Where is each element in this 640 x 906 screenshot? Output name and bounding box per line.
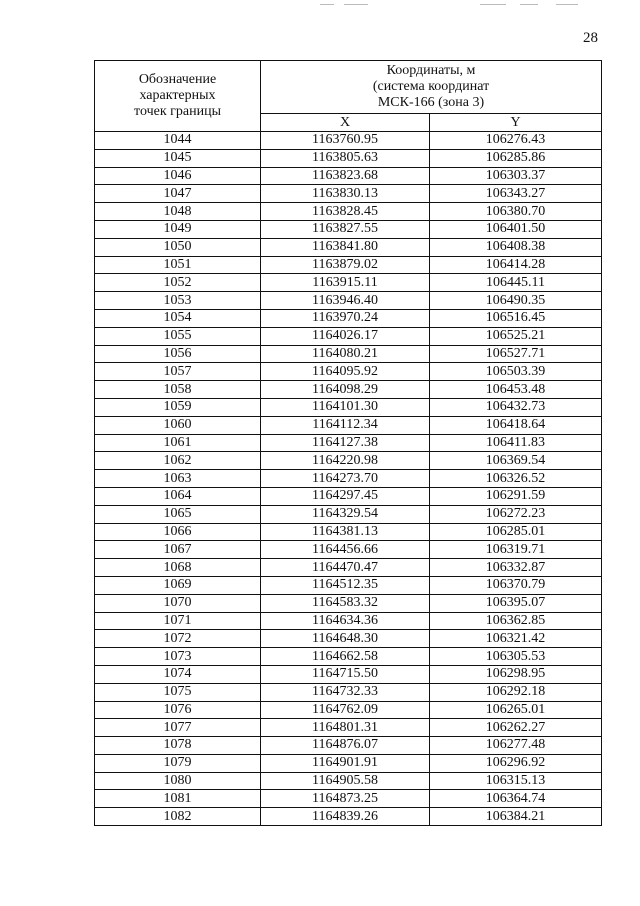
y-coordinate-cell: 106265.01 xyxy=(430,701,602,719)
table-row xyxy=(95,505,602,523)
y-column-header: Y xyxy=(430,114,602,132)
table-row xyxy=(95,541,602,559)
point-id-cell: 1076 xyxy=(95,701,261,719)
point-id-cell: 1066 xyxy=(95,523,261,541)
x-coordinate-cell: 1164220.98 xyxy=(261,452,430,470)
x-coordinate-cell: 1164801.31 xyxy=(261,719,430,737)
point-id-cell: 1054 xyxy=(95,309,261,327)
x-coordinate-cell: 1164297.45 xyxy=(261,487,430,505)
table-row xyxy=(95,808,602,826)
x-coordinate-cell: 1163915.11 xyxy=(261,274,430,292)
point-id-cell: 1080 xyxy=(95,772,261,790)
x-coordinate-cell: 1164839.26 xyxy=(261,808,430,826)
table-row xyxy=(95,701,602,719)
y-coordinate-cell: 106418.64 xyxy=(430,416,602,434)
coordinates-header xyxy=(261,61,602,114)
y-coordinate-cell: 106296.92 xyxy=(430,754,602,772)
y-coordinate-cell: 106369.54 xyxy=(430,452,602,470)
table-row xyxy=(95,772,602,790)
table-row xyxy=(95,381,602,399)
y-coordinate-cell: 106326.52 xyxy=(430,470,602,488)
y-coordinate-cell: 106285.01 xyxy=(430,523,602,541)
table-row xyxy=(95,559,602,577)
page-number: 28 xyxy=(583,30,598,46)
scan-artifact-line xyxy=(320,4,334,5)
x-coordinate-cell: 1164905.58 xyxy=(261,772,430,790)
y-coordinate-cell: 106272.23 xyxy=(430,505,602,523)
x-coordinate-cell: 1163970.24 xyxy=(261,309,430,327)
point-id-cell: 1068 xyxy=(95,559,261,577)
point-id-cell: 1075 xyxy=(95,683,261,701)
header-line: характерных xyxy=(139,88,216,103)
y-coordinate-cell: 106303.37 xyxy=(430,167,602,185)
y-coordinate-cell: 106276.43 xyxy=(430,132,602,150)
x-coordinate-cell: 1163879.02 xyxy=(261,256,430,274)
point-id-cell: 1062 xyxy=(95,452,261,470)
point-id-cell: 1069 xyxy=(95,576,261,594)
y-coordinate-cell: 106319.71 xyxy=(430,541,602,559)
x-coordinate-cell: 1164901.91 xyxy=(261,754,430,772)
x-coordinate-cell: 1164634.36 xyxy=(261,612,430,630)
point-id-cell: 1063 xyxy=(95,470,261,488)
point-id-cell: 1049 xyxy=(95,220,261,238)
scan-artifact-line xyxy=(480,4,506,5)
table-row xyxy=(95,487,602,505)
table-row xyxy=(95,327,602,345)
table-row xyxy=(95,345,602,363)
y-coordinate-cell: 106343.27 xyxy=(430,185,602,203)
y-coordinate-cell: 106315.13 xyxy=(430,772,602,790)
y-coordinate-cell: 106401.50 xyxy=(430,220,602,238)
y-coordinate-cell: 106364.74 xyxy=(430,790,602,808)
scan-artifact-line xyxy=(556,4,578,5)
x-coordinate-cell: 1163823.68 xyxy=(261,167,430,185)
point-id-cell: 1056 xyxy=(95,345,261,363)
y-coordinate-cell: 106490.35 xyxy=(430,292,602,310)
y-coordinate-cell: 106321.42 xyxy=(430,630,602,648)
y-coordinate-cell: 106380.70 xyxy=(430,203,602,221)
point-id-cell: 1057 xyxy=(95,363,261,381)
point-id-cell: 1070 xyxy=(95,594,261,612)
table-row xyxy=(95,683,602,701)
y-coordinate-cell: 106503.39 xyxy=(430,363,602,381)
x-coordinate-cell: 1164127.38 xyxy=(261,434,430,452)
y-coordinate-cell: 106414.28 xyxy=(430,256,602,274)
table-row xyxy=(95,754,602,772)
x-coordinate-cell: 1164456.66 xyxy=(261,541,430,559)
y-coordinate-cell: 106285.86 xyxy=(430,149,602,167)
y-coordinate-cell: 106277.48 xyxy=(430,737,602,755)
x-coordinate-cell: 1164112.34 xyxy=(261,416,430,434)
y-coordinate-cell: 106411.83 xyxy=(430,434,602,452)
table-row xyxy=(95,665,602,683)
table-row xyxy=(95,416,602,434)
y-coordinate-cell: 106305.53 xyxy=(430,648,602,666)
header-line: точек границы xyxy=(134,104,221,119)
point-id-cell: 1059 xyxy=(95,398,261,416)
y-coordinate-cell: 106525.21 xyxy=(430,327,602,345)
x-coordinate-cell: 1164098.29 xyxy=(261,381,430,399)
table-row xyxy=(95,274,602,292)
x-coordinate-cell: 1164273.70 xyxy=(261,470,430,488)
x-coordinate-cell: 1164715.50 xyxy=(261,665,430,683)
x-coordinate-cell: 1164101.30 xyxy=(261,398,430,416)
table-row xyxy=(95,648,602,666)
point-id-cell: 1060 xyxy=(95,416,261,434)
table-row xyxy=(95,256,602,274)
point-id-cell: 1046 xyxy=(95,167,261,185)
point-id-cell: 1045 xyxy=(95,149,261,167)
x-coordinate-cell: 1164470.47 xyxy=(261,559,430,577)
point-id-cell: 1071 xyxy=(95,612,261,630)
x-coordinate-cell: 1163946.40 xyxy=(261,292,430,310)
point-id-cell: 1052 xyxy=(95,274,261,292)
table-row xyxy=(95,292,602,310)
table-row xyxy=(95,594,602,612)
x-coordinate-cell: 1164648.30 xyxy=(261,630,430,648)
point-designation-header xyxy=(95,61,261,132)
point-id-cell: 1053 xyxy=(95,292,261,310)
point-id-cell: 1047 xyxy=(95,185,261,203)
table-row xyxy=(95,238,602,256)
header-line: (система координат xyxy=(372,79,490,94)
point-id-cell: 1067 xyxy=(95,541,261,559)
table-row xyxy=(95,790,602,808)
x-coordinate-cell: 1164512.35 xyxy=(261,576,430,594)
header-line: МСК-166 (зона 3) xyxy=(377,95,485,110)
table-row xyxy=(95,167,602,185)
x-coordinate-cell: 1164095.92 xyxy=(261,363,430,381)
table-row xyxy=(95,470,602,488)
table-row xyxy=(95,220,602,238)
y-coordinate-cell: 106332.87 xyxy=(430,559,602,577)
scan-artifact-line xyxy=(344,4,368,5)
x-coordinate-cell: 1163828.45 xyxy=(261,203,430,221)
x-coordinate-cell: 1164762.09 xyxy=(261,701,430,719)
y-coordinate-cell: 106291.59 xyxy=(430,487,602,505)
y-coordinate-cell: 106395.07 xyxy=(430,594,602,612)
point-id-cell: 1078 xyxy=(95,737,261,755)
x-coordinate-cell: 1164583.32 xyxy=(261,594,430,612)
table-row xyxy=(95,203,602,221)
coordinates-table xyxy=(94,60,602,826)
x-coordinate-cell: 1163760.95 xyxy=(261,132,430,150)
x-coordinate-cell: 1164381.13 xyxy=(261,523,430,541)
y-coordinate-cell: 106384.21 xyxy=(430,808,602,826)
point-id-cell: 1082 xyxy=(95,808,261,826)
x-coordinate-cell: 1164329.54 xyxy=(261,505,430,523)
x-coordinate-cell: 1164732.33 xyxy=(261,683,430,701)
x-column-header: X xyxy=(261,114,430,132)
table-row xyxy=(95,719,602,737)
y-coordinate-cell: 106370.79 xyxy=(430,576,602,594)
y-coordinate-cell: 106262.27 xyxy=(430,719,602,737)
point-id-cell: 1064 xyxy=(95,487,261,505)
table-row xyxy=(95,185,602,203)
table-row xyxy=(95,576,602,594)
header-line: Координаты, м xyxy=(386,63,476,78)
table-row xyxy=(95,630,602,648)
point-id-cell: 1055 xyxy=(95,327,261,345)
y-coordinate-cell: 106408.38 xyxy=(430,238,602,256)
y-coordinate-cell: 106292.18 xyxy=(430,683,602,701)
point-id-cell: 1079 xyxy=(95,754,261,772)
point-id-cell: 1072 xyxy=(95,630,261,648)
table-row xyxy=(95,523,602,541)
point-id-cell: 1077 xyxy=(95,719,261,737)
y-coordinate-cell: 106445.11 xyxy=(430,274,602,292)
point-id-cell: 1048 xyxy=(95,203,261,221)
x-coordinate-cell: 1164873.25 xyxy=(261,790,430,808)
table-row xyxy=(95,132,602,150)
x-coordinate-cell: 1163827.55 xyxy=(261,220,430,238)
y-coordinate-cell: 106516.45 xyxy=(430,309,602,327)
scan-artifact-line xyxy=(520,4,538,5)
y-coordinate-cell: 106362.85 xyxy=(430,612,602,630)
table-row xyxy=(95,309,602,327)
table-row xyxy=(95,398,602,416)
table-row xyxy=(95,612,602,630)
table-body xyxy=(95,132,602,826)
x-coordinate-cell: 1164026.17 xyxy=(261,327,430,345)
y-coordinate-cell: 106298.95 xyxy=(430,665,602,683)
x-coordinate-cell: 1163830.13 xyxy=(261,185,430,203)
point-id-cell: 1081 xyxy=(95,790,261,808)
point-id-cell: 1044 xyxy=(95,132,261,150)
table-row xyxy=(95,149,602,167)
point-id-cell: 1074 xyxy=(95,665,261,683)
x-coordinate-cell: 1163805.63 xyxy=(261,149,430,167)
y-coordinate-cell: 106432.73 xyxy=(430,398,602,416)
point-id-cell: 1061 xyxy=(95,434,261,452)
table-row xyxy=(95,434,602,452)
point-id-cell: 1050 xyxy=(95,238,261,256)
y-coordinate-cell: 106453.48 xyxy=(430,381,602,399)
point-id-cell: 1065 xyxy=(95,505,261,523)
x-coordinate-cell: 1164662.58 xyxy=(261,648,430,666)
x-coordinate-cell: 1163841.80 xyxy=(261,238,430,256)
table-row xyxy=(95,737,602,755)
point-id-cell: 1058 xyxy=(95,381,261,399)
header-line: Обозначение xyxy=(138,72,217,87)
table-row xyxy=(95,452,602,470)
x-coordinate-cell: 1164080.21 xyxy=(261,345,430,363)
y-coordinate-cell: 106527.71 xyxy=(430,345,602,363)
point-id-cell: 1073 xyxy=(95,648,261,666)
point-id-cell: 1051 xyxy=(95,256,261,274)
table-row xyxy=(95,363,602,381)
x-coordinate-cell: 1164876.07 xyxy=(261,737,430,755)
